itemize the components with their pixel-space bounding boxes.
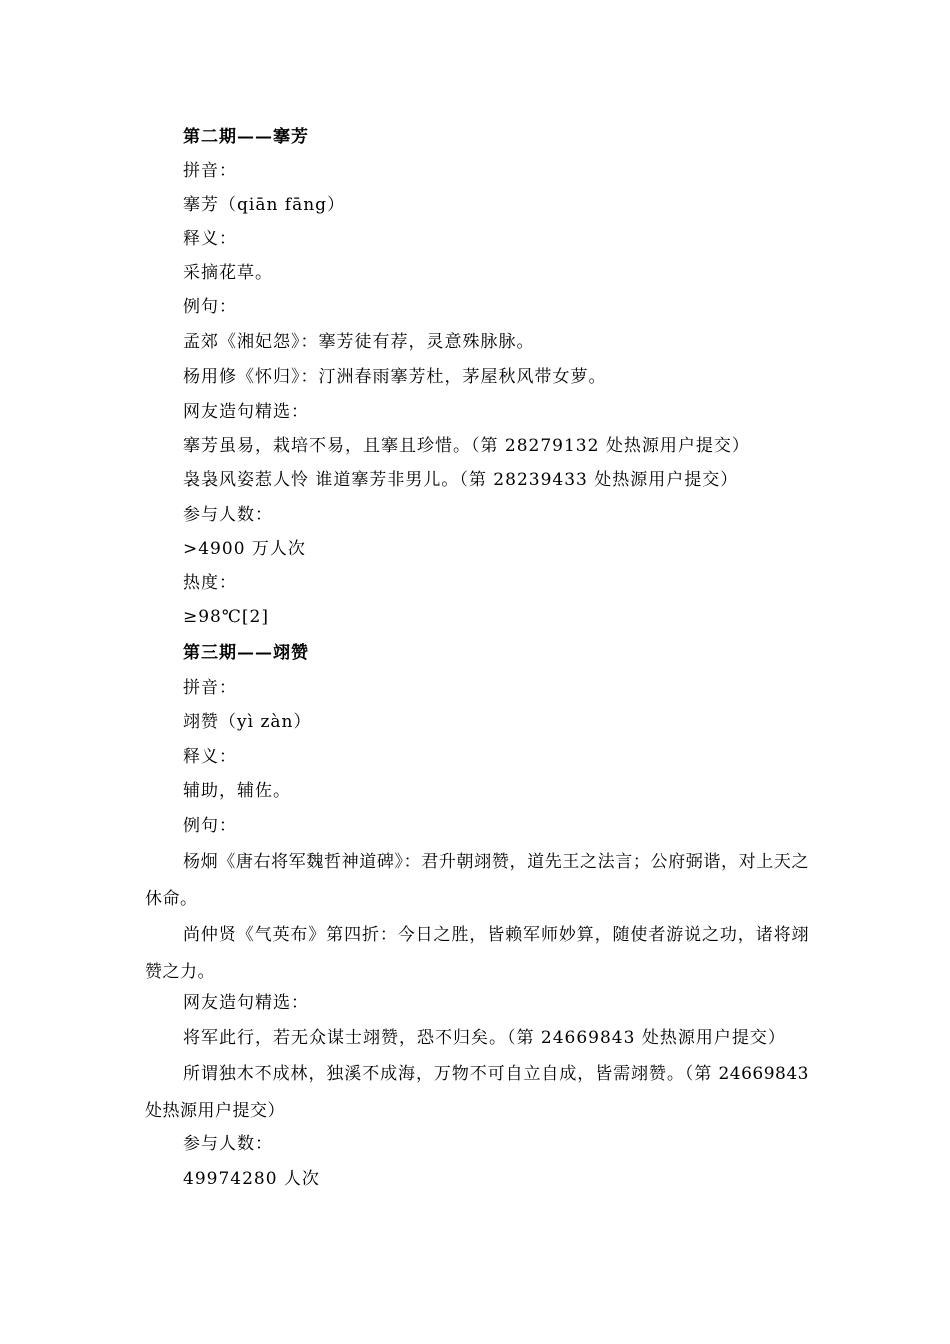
section-2-meaning: 采摘花草。 [183,263,273,283]
section-2-pinyin: 搴芳（qiān fāng） [183,195,346,215]
section-2-title: 第二期——搴芳 [183,127,309,147]
section-2-pinyin-label: 拼音： [183,161,237,181]
section-3-meaning-label: 释义： [183,747,237,767]
section-2-user-sentence-1: 搴芳虽易，栽培不易，且搴且珍惜。（第 28279132 处热源用户提交） [183,436,750,456]
section-3-examples-label: 例句： [183,816,237,836]
section-3-participants-label: 参与人数： [183,1134,273,1154]
section-2-heat: ≥98℃[2] [183,607,269,627]
section-3-user-sentence-2: 所谓独木不成林，独溪不成海，万物不可自立自成，皆需翊赞。（第 24669843 处热源用户提交） [145,1064,809,1121]
section-2-examples-label: 例句： [183,297,237,317]
section-3-meaning: 辅助，辅佐。 [183,781,291,801]
section-3-example-2: 尚仲贤《气英布》第四折：今日之胜，皆赖军师妙算，随使者游说之功，诸将翊赞之力。 [145,925,809,982]
section-2-heat-label: 热度： [183,573,237,593]
section-3-pinyin: 翊赞（yì zàn） [183,712,312,732]
section-2-participants-label: 参与人数： [183,505,273,525]
section-3-participants: 49974280 人次 [183,1169,320,1189]
section-2-user-sentence-2: 袅袅风姿惹人怜 谁道搴芳非男儿。（第 28239433 处热源用户提交） [183,470,739,490]
section-2-user-label: 网友造句精选： [183,402,309,422]
section-2-example-1: 孟郊《湘妃怨》：搴芳徒有荐，灵意殊脉脉。 [183,332,535,352]
section-2-meaning-label: 释义： [183,229,237,249]
section-3-user-label: 网友造句精选： [183,993,309,1013]
section-3-title: 第三期——翊赞 [183,643,309,663]
section-3-pinyin-label: 拼音： [183,678,237,698]
section-2-example-2: 杨用修《怀归》：汀洲春雨搴芳杜，茅屋秋风带女萝。 [183,367,607,387]
section-3-example-1: 杨炯《唐右将军魏哲神道碑》：君升朝翊赞，道先王之法言；公府弼谐，对上天之休命。 [145,852,809,909]
section-2-participants: >4900 万人次 [183,539,306,559]
section-3-user-sentence-1: 将军此行，若无众谋士翊赞，恐不归矣。（第 24669843 处热源用户提交） [183,1028,786,1048]
